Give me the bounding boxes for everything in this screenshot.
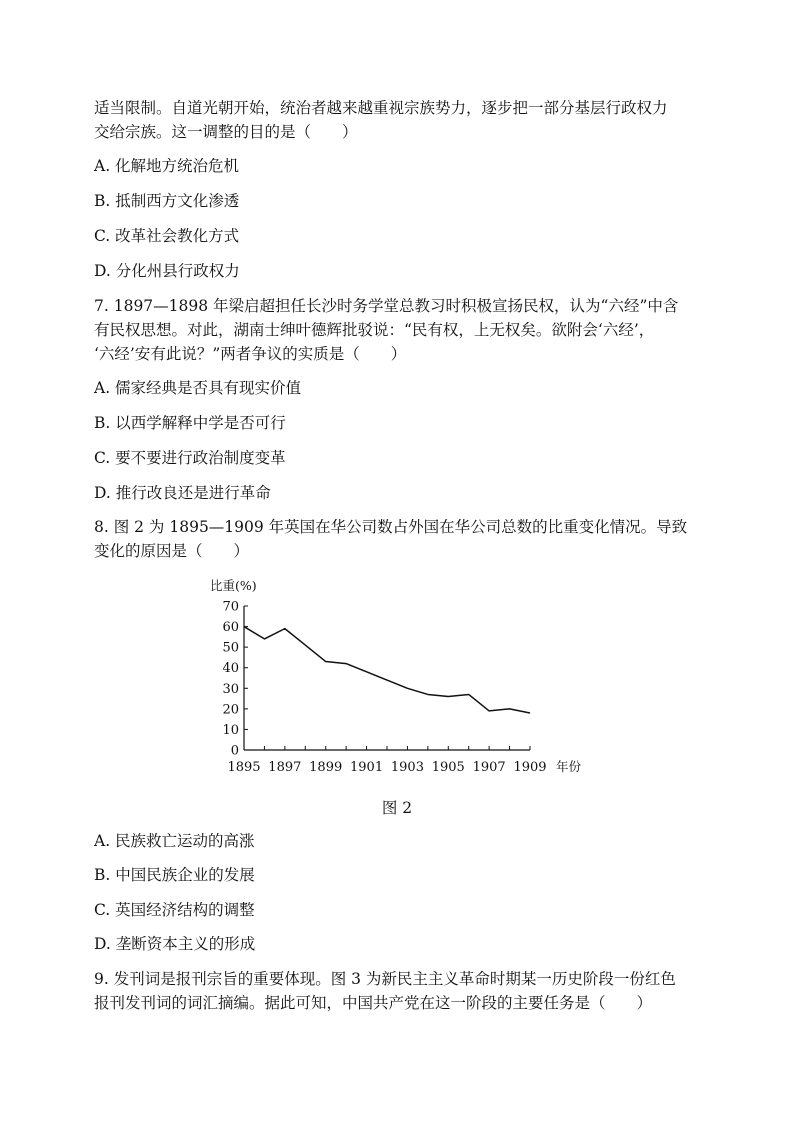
q7-stem-line-3: ‘六经’安有此说？”两者争议的实质是（ ） [94, 345, 407, 363]
q7-stem-line-2: 有民权思想。对此，湖南士绅叶德辉批驳说：“民有权，上无权矣。欲附会‘六经’， [94, 321, 655, 339]
q8-stem-line-2: 变化的原因是（ ） [94, 542, 250, 560]
q8-option-a: A. 民族救亡运动的高涨 [94, 832, 255, 850]
q7-option-d: D. 推行改良还是进行革命 [94, 484, 271, 502]
x-tick-label: 1901 [350, 760, 384, 775]
figure-caption: 图 2 [381, 799, 413, 817]
q7-option-c: C. 要不要进行政治制度变革 [94, 449, 286, 467]
x-tick-label: 1897 [268, 760, 302, 775]
y-tick-label: 10 [222, 722, 239, 738]
q6-stem-line-1: 适当限制。自道光朝开始，统治者越来越重视宗族势力，逐步把一部分基层行政权力 [94, 99, 668, 117]
series-line [244, 627, 530, 713]
x-tick-label: 1907 [472, 760, 506, 775]
y-tick-label: 0 [230, 743, 239, 759]
x-tick-label: 1899 [309, 760, 343, 775]
y-tick-label: 20 [222, 702, 239, 718]
x-axis-label: 年份 [556, 759, 582, 774]
y-tick-label: 40 [222, 661, 239, 677]
q7-option-a: A. 儒家经典是否具有现实价值 [94, 379, 302, 397]
q9-stem-line-2: 报刊发刊词的词汇摘编。据此可知，中国共产党在这一阶段的主要任务是（ ） [94, 994, 653, 1012]
x-tick-label: 1903 [390, 760, 424, 775]
q7-stem-line-1: 7. 1897—1898 年梁启超担任长沙时务学堂总教习时积极宣扬民权，认为“六经”中含 [94, 297, 679, 315]
q6-option-c: C. 改革社会教化方式 [94, 227, 240, 245]
q6-option-d: D. 分化州县行政权力 [94, 262, 240, 280]
q8-option-d: D. 垄断资本主义的形成 [94, 935, 256, 953]
x-tick-label: 1895 [227, 760, 261, 775]
x-tick-label: 1909 [513, 760, 547, 775]
y-tick-label: 30 [222, 681, 239, 697]
q8-option-c: C. 英国经济结构的调整 [94, 901, 255, 919]
q9-stem-line-1: 9. 发刊词是报刊宗旨的重要体现。图 3 为新民主主义革命时期某一历史阶段一份红色 [94, 970, 676, 988]
y-tick-label: 60 [222, 620, 239, 636]
q6-option-a: A. 化解地方统治危机 [94, 157, 240, 175]
line-chart [206, 572, 626, 782]
q6-stem-line-2: 交给宗族。这一调整的目的是（ ） [94, 123, 358, 141]
q8-option-b: B. 中国民族企业的发展 [94, 866, 255, 884]
y-axis-label: 比重(%) [210, 578, 257, 593]
q8-stem-line-1: 8. 图 2 为 1895—1909 年英国在华公司数占外国在华公司总数的比重变化情况。导致 [94, 518, 688, 536]
y-tick-label: 70 [222, 599, 239, 615]
q7-option-b: B. 以西学解释中学是否可行 [94, 414, 286, 432]
y-tick-label: 50 [222, 640, 239, 656]
x-tick-label: 1905 [431, 760, 465, 775]
figure-2-chart [206, 572, 626, 782]
q6-option-b: B. 抵制西方文化渗透 [94, 192, 240, 210]
